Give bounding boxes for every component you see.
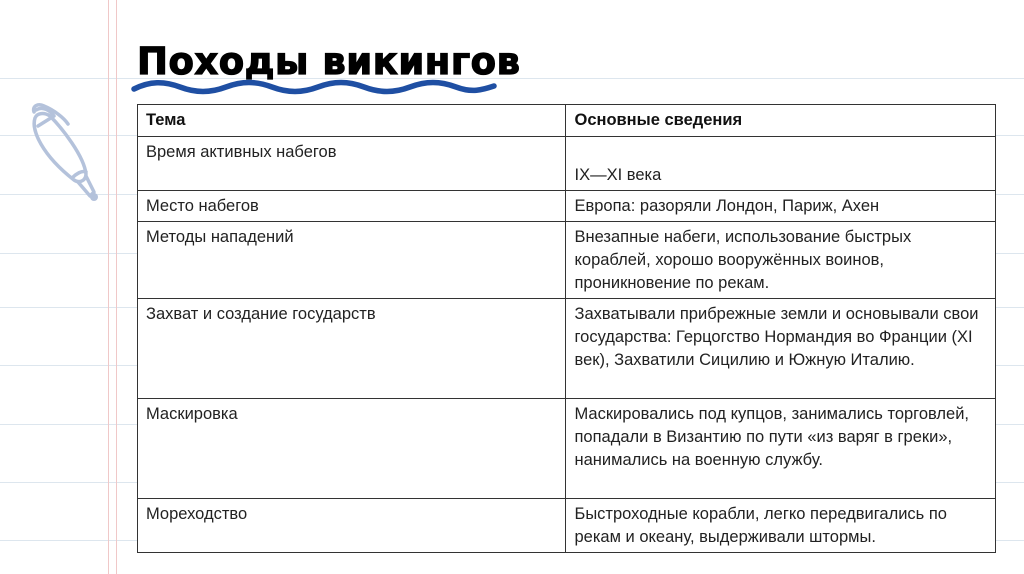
info-cell: Маскировались под купцов, занимались торговлей, попадали в Византию по пути «из варяг в греки», нанимались на военную службу. (566, 399, 996, 499)
table-row (138, 499, 996, 553)
topic-cell: Маскировка (138, 399, 566, 499)
margin-line (116, 0, 117, 574)
info-cell: IX—XI века (566, 137, 996, 191)
wavy-underline (130, 78, 500, 96)
header-info: Основные сведения (566, 105, 996, 137)
topic-cell: Методы нападений (138, 222, 566, 299)
topic-cell: Мореходство (138, 499, 566, 553)
table-row (138, 399, 996, 499)
info-cell: Быстроходные корабли, легко передвигались по рекам и океану, выдерживали штормы. (566, 499, 996, 553)
info-cell: Захватывали прибрежные земли и основывали свои государства: Герцогство Нормандия во Франции (XI век), Захватили Сицилию и Южную Италию. (566, 299, 996, 399)
topic-cell: Место набегов (138, 191, 566, 222)
vikings-table (137, 104, 996, 553)
table-row (138, 137, 996, 191)
pen-icon (28, 100, 108, 205)
table-row (138, 299, 996, 399)
page-title: Походы викингов (137, 40, 521, 83)
topic-cell: Время активных набегов (138, 137, 566, 191)
table-row (138, 191, 996, 222)
table-row (138, 222, 996, 299)
info-cell: Внезапные набеги, использование быстрых кораблей, хорошо вооружённых воинов, проникновение по рекам. (566, 222, 996, 299)
info-cell: Европа: разоряли Лондон, Париж, Ахен (566, 191, 996, 222)
margin-line (108, 0, 109, 574)
header-topic: Тема (138, 105, 566, 137)
table-header-row (138, 105, 996, 137)
topic-cell: Захват и создание государств (138, 299, 566, 399)
